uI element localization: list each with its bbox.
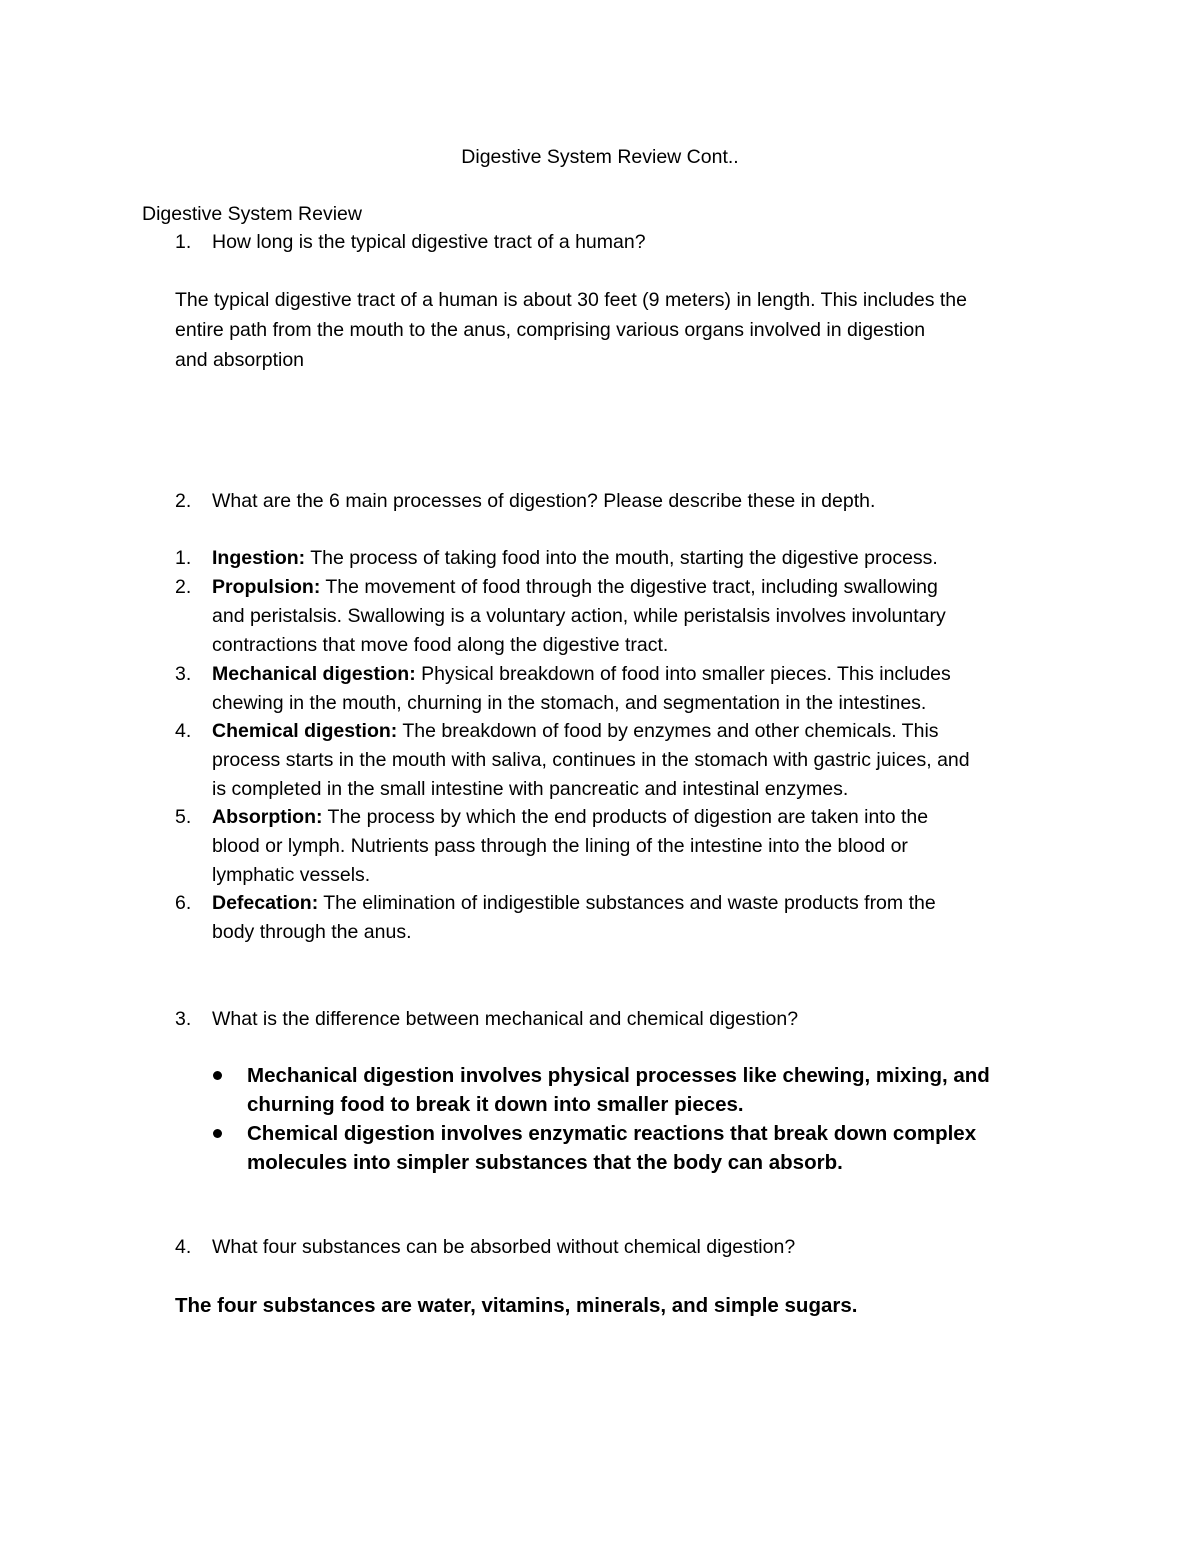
bullet-2-line-2: molecules into simpler substances that the body can absorb. xyxy=(247,1151,843,1174)
question-2-number: 2. xyxy=(175,490,192,512)
process-6-line-2: body through the anus. xyxy=(212,921,412,943)
bullet-2-line-1: Chemical digestion involves enzymatic reactions that break down complex xyxy=(247,1122,977,1145)
process-3-description: Physical breakdown of food into smaller pieces. This includes xyxy=(415,663,951,685)
process-5-term: Absorption: xyxy=(212,806,323,828)
process-3-line xyxy=(212,660,951,689)
process-1-line xyxy=(212,544,938,573)
process-2-line xyxy=(212,573,938,602)
process-5-number: 5. xyxy=(175,806,192,828)
process-5-line xyxy=(212,803,928,832)
process-5-line-3: lymphatic vessels. xyxy=(212,864,371,886)
process-5-description: The process by which the end products of digestion are taken into the xyxy=(322,806,929,828)
process-3-line-2: chewing in the mouth, churning in the stomach, and segmentation in the intestines. xyxy=(212,692,927,714)
process-3-number: 3. xyxy=(175,663,192,685)
question-1-text: How long is the typical digestive tract of a human? xyxy=(212,231,646,253)
process-4-line-2: process starts in the mouth with saliva, continues in the stomach with gastric juices, and xyxy=(212,749,970,771)
question-4-text: What four substances can be absorbed without chemical digestion? xyxy=(212,1236,796,1258)
question-4-answer: The four substances are water, vitamins, minerals, and simple sugars. xyxy=(175,1294,858,1317)
bullet-1-line-1: Mechanical digestion involves physical processes like chewing, mixing, and xyxy=(247,1064,990,1087)
process-3-term: Mechanical digestion: xyxy=(212,663,416,685)
question-1-number: 1. xyxy=(175,231,192,253)
process-1-description: The process of taking food into the mouth, starting the digestive process. xyxy=(305,547,938,569)
answer-line: The typical digestive tract of a human is about 30 feet (9 meters) in length. This includes the xyxy=(175,289,967,311)
answer-line: entire path from the mouth to the anus, comprising various organs involved in digestion xyxy=(175,319,926,341)
process-1-number: 1. xyxy=(175,547,192,569)
bullet-dot-icon xyxy=(213,1071,222,1080)
process-2-line-3: contractions that move food along the digestive tract. xyxy=(212,634,669,656)
process-2-line-2: and peristalsis. Swallowing is a voluntary action, while peristalsis involves involuntary xyxy=(212,605,946,627)
process-4-description: The breakdown of food by enzymes and other chemicals. This xyxy=(397,720,939,742)
question-2-text: What are the 6 main processes of digestion? Please describe these in depth. xyxy=(212,490,876,512)
process-1-term: Ingestion: xyxy=(212,547,306,569)
bullet-1-line-2: churning food to break it down into smaller pieces. xyxy=(247,1093,744,1116)
process-6-description: The elimination of indigestible substances and waste products from the xyxy=(318,892,936,914)
process-4-term: Chemical digestion: xyxy=(212,720,398,742)
document-title: Digestive System Review Cont.. xyxy=(461,146,739,168)
process-5-line-2: blood or lymph. Nutrients pass through the lining of the intestine into the blood or xyxy=(212,835,908,857)
question-4-number: 4. xyxy=(175,1236,192,1258)
process-4-number: 4. xyxy=(175,720,192,742)
process-2-number: 2. xyxy=(175,576,192,598)
process-2-description: The movement of food through the digestive tract, including swallowing xyxy=(320,576,938,598)
process-6-line xyxy=(212,889,936,918)
question-1-answer xyxy=(175,285,967,375)
process-4-line-3: is completed in the small intestine with pancreatic and intestinal enzymes. xyxy=(212,778,849,800)
bullet-dot-icon xyxy=(213,1129,222,1138)
process-2-term: Propulsion: xyxy=(212,576,321,598)
process-6-term: Defecation: xyxy=(212,892,319,914)
answer-line: and absorption xyxy=(175,349,305,371)
process-4-line xyxy=(212,717,939,746)
question-3-text: What is the difference between mechanical and chemical digestion? xyxy=(212,1008,799,1030)
question-3-number: 3. xyxy=(175,1008,192,1030)
process-6-number: 6. xyxy=(175,892,192,914)
section-heading: Digestive System Review xyxy=(142,203,362,225)
